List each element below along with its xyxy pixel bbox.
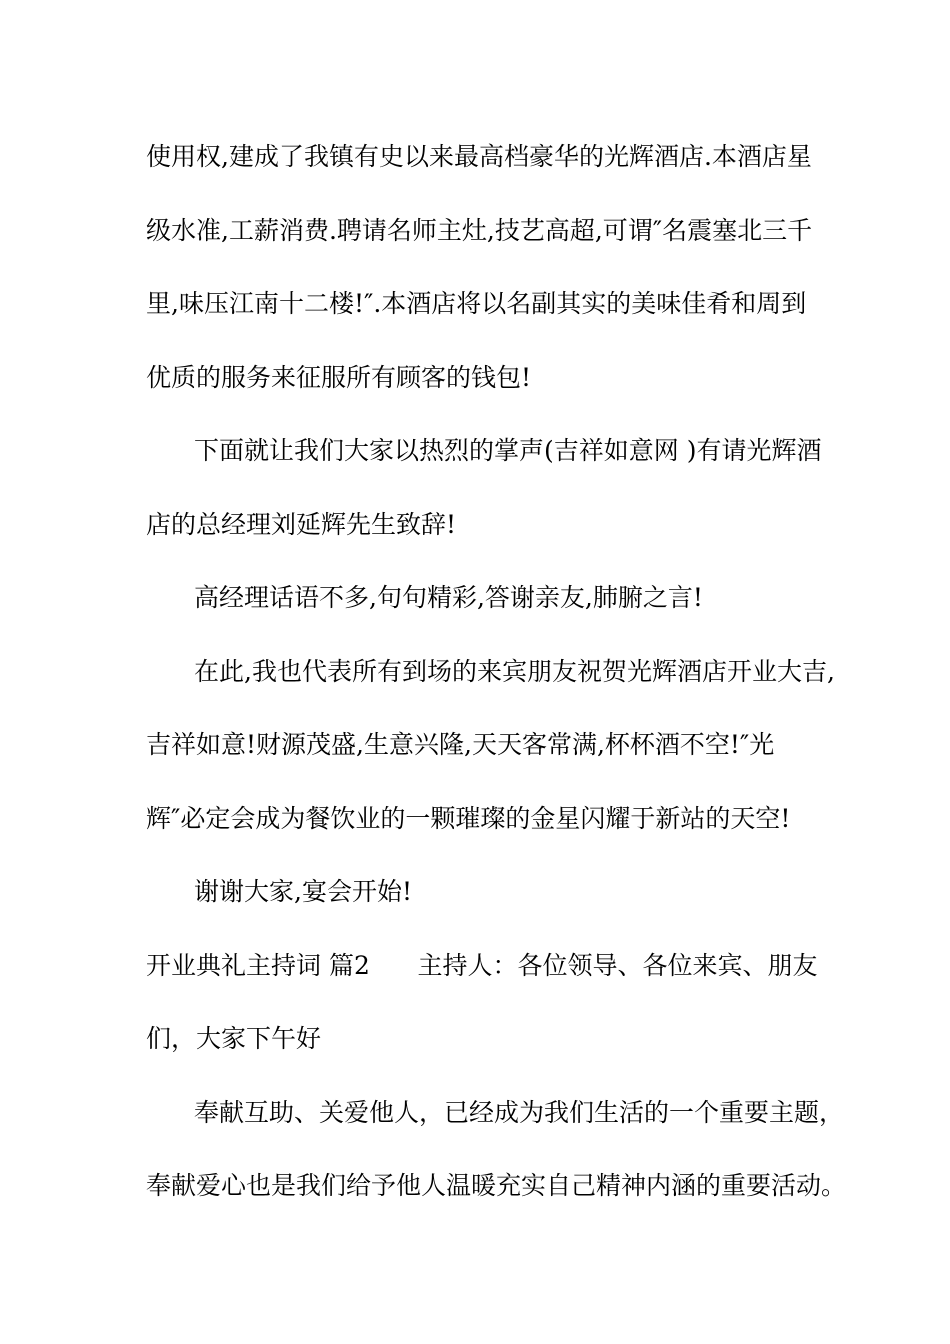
text-line: 优质的服务来征服所有顾客的钱包! <box>146 362 532 392</box>
document-body <box>146 127 847 1230</box>
text-line: 谢谢大家,宴会开始! <box>194 877 412 906</box>
section-heading-line: 开业典礼主持词 篇2 主持人：各位领导、各位来宾、朋友 <box>146 950 818 980</box>
text-line: 使用权,建成了我镇有史以来最高档豪华的光辉酒店.本酒店星 <box>146 142 812 171</box>
text-line: 里,味压江南十二楼!″.本酒店将以名副其实的美味佳肴和周到 <box>146 289 807 318</box>
text-line: 们，大家下午好 <box>146 1024 322 1053</box>
text-line: 高经理话语不多,句句精彩,答谢亲友,肺腑之言! <box>194 583 703 612</box>
text-line: 奉献互助、关爱他人，已经成为我们生活的一个重要主题， <box>194 1097 845 1127</box>
text-line: 奉献爱心也是我们给予他人温暖充实自己精神内涵的重要活动。 <box>146 1171 847 1200</box>
text-line: 级水准,工薪消费.聘请名师主灶,技艺高超,可谓″名震塞北三千 <box>146 215 813 245</box>
text-line: 在此,我也代表所有到场的来宾朋友祝贺光辉酒店开业大吉, <box>194 656 835 686</box>
text-line: 辉″必定会成为餐饮业的一颗璀璨的金星闪耀于新站的天空! <box>146 803 791 833</box>
text-line: 店的总经理刘延辉先生致辞! <box>146 509 457 539</box>
text-line: 下面就让我们大家以热烈的掌声(吉祥如意网 )有请光辉酒 <box>194 436 822 465</box>
text-line: 吉祥如意!财源茂盛,生意兴隆,天天客常满,杯杯酒不空!″光 <box>146 730 775 759</box>
